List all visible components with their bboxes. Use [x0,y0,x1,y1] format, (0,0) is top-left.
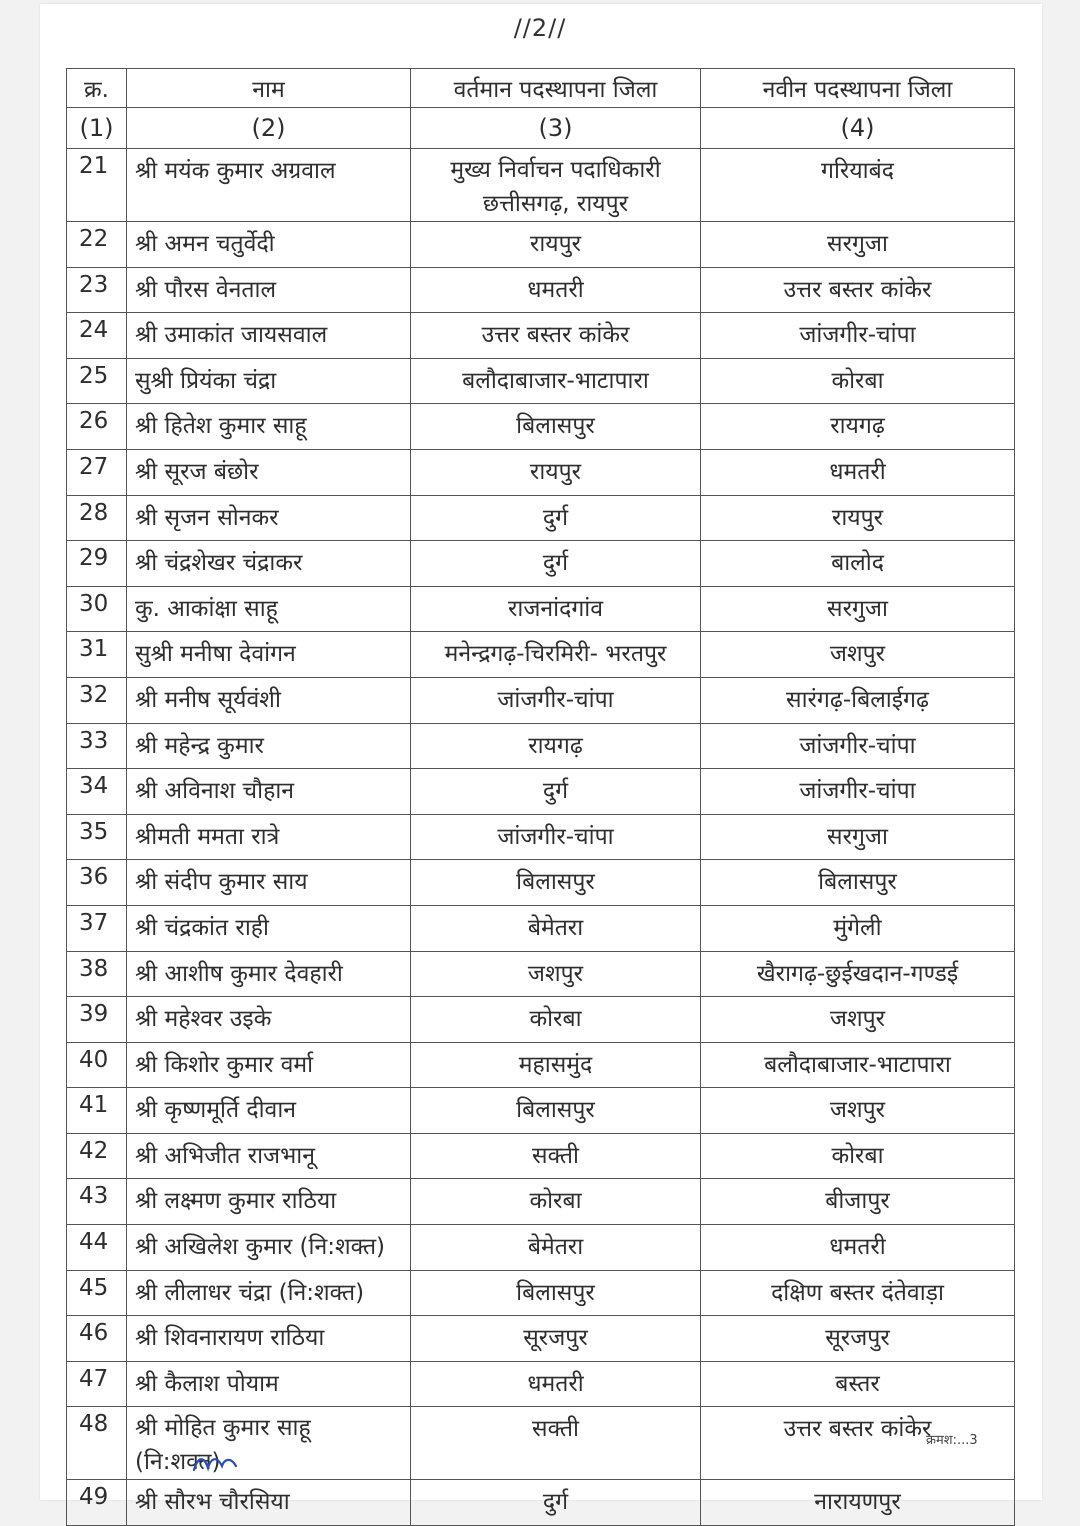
current-district: बिलासपुर [411,404,701,450]
serial-number: 35 [67,814,127,860]
new-district: जशपुर [701,1088,1015,1134]
serial-number: 28 [67,495,127,541]
current-district: सक्ती [411,1133,701,1179]
officer-name: श्रीमती ममता रात्रे [127,814,411,860]
officer-name: श्री महेन्द्र कुमार [127,723,411,769]
column-index: (2) [127,108,411,149]
column-index: (3) [411,108,701,149]
new-district: सरगुजा [701,586,1015,632]
table-row [67,1270,1015,1316]
officer-name: श्री मोहित कुमार साहू (नि:शक्त) [127,1407,411,1480]
new-district: उत्तर बस्तर कांकेर [701,1407,1015,1480]
officer-name: श्री कैलाश पोयाम [127,1361,411,1407]
officer-name: श्री उमाकांत जायसवाल [127,313,411,359]
column-index: (4) [701,108,1015,149]
current-district: बेमेतरा [411,1225,701,1271]
current-district: मनेन्द्रगढ़-चिरमिरी- भरतपुर [411,632,701,678]
officer-name: श्री सौरभ चौरसिया [127,1480,411,1526]
serial-number: 26 [67,404,127,450]
new-district: जशपुर [701,997,1015,1043]
new-district: जांजगीर-चांपा [701,723,1015,769]
serial-number: 21 [67,149,127,222]
table-row [67,1133,1015,1179]
new-district: सूरजपुर [701,1316,1015,1362]
officer-name: श्री चंद्रशेखर चंद्राकर [127,541,411,587]
serial-number: 27 [67,449,127,495]
serial-number: 24 [67,313,127,359]
current-district: रायपुर [411,222,701,268]
header-row [67,69,1015,108]
table-row [67,404,1015,450]
table-row [67,1480,1015,1526]
officer-name: श्री लीलाधर चंद्रा (नि:शक्त) [127,1270,411,1316]
officer-name: श्री हितेश कुमार साहू [127,404,411,450]
column-index-row [67,108,1015,149]
current-district: जशपुर [411,951,701,997]
officer-name: श्री अखिलेश कुमार (नि:शक्त) [127,1225,411,1271]
column-index: (1) [67,108,127,149]
header-new-district: नवीन पदस्थापना जिला [701,69,1015,108]
new-district: बलौदाबाजार-भाटापारा [701,1042,1015,1088]
transfer-table [66,68,1015,1526]
serial-number: 40 [67,1042,127,1088]
header-name: नाम [127,69,411,108]
serial-number: 45 [67,1270,127,1316]
current-district: बेमेतरा [411,905,701,951]
new-district: बस्तर [701,1361,1015,1407]
current-district: दुर्ग [411,1480,701,1526]
officer-name: सुश्री प्रियंका चंद्रा [127,358,411,404]
new-district: सारंगढ़-बिलाईगढ़ [701,677,1015,723]
current-district: बिलासपुर [411,860,701,906]
new-district: सरगुजा [701,222,1015,268]
serial-number: 32 [67,677,127,723]
table-row [67,267,1015,313]
new-district: गरियाबंद [701,149,1015,222]
serial-number: 37 [67,905,127,951]
current-district: कोरबा [411,1179,701,1225]
table-row [67,358,1015,404]
current-district: मुख्य निर्वाचन पदाधिकारी छत्तीसगढ़, रायपुर [411,149,701,222]
serial-number: 39 [67,997,127,1043]
current-district: महासमुंद [411,1042,701,1088]
serial-number: 43 [67,1179,127,1225]
table-row [67,723,1015,769]
new-district: खैरागढ़-छुईखदान-गण्डई [701,951,1015,997]
new-district: धमतरी [701,1225,1015,1271]
current-district: बलौदाबाजार-भाटापारा [411,358,701,404]
new-district: नारायणपुर [701,1480,1015,1526]
serial-number: 33 [67,723,127,769]
current-district: रायगढ़ [411,723,701,769]
table-row [67,951,1015,997]
table-row [67,1225,1015,1271]
table-row [67,814,1015,860]
table-row [67,997,1015,1043]
table-row [67,541,1015,587]
new-district: रायगढ़ [701,404,1015,450]
table-row [67,905,1015,951]
table-row [67,1179,1015,1225]
new-district: जांजगीर-चांपा [701,769,1015,815]
current-district: दुर्ग [411,541,701,587]
table-row [67,1316,1015,1362]
serial-number: 48 [67,1407,127,1480]
officer-name: श्री अभिजीत राजभानू [127,1133,411,1179]
serial-number: 44 [67,1225,127,1271]
current-district: धमतरी [411,1361,701,1407]
serial-number: 42 [67,1133,127,1179]
new-district: बालोद [701,541,1015,587]
officer-name: श्री कृष्णमूर्ति दीवान [127,1088,411,1134]
officer-name: श्री लक्ष्मण कुमार राठिया [127,1179,411,1225]
table-row [67,1042,1015,1088]
table-row [67,222,1015,268]
table-row [67,495,1015,541]
current-district: कोरबा [411,997,701,1043]
serial-number: 25 [67,358,127,404]
table-row [67,1361,1015,1407]
current-district: धमतरी [411,267,701,313]
table-body [67,149,1015,1526]
serial-number: 22 [67,222,127,268]
officer-name: सुश्री मनीषा देवांगन [127,632,411,678]
current-district: सक्ती [411,1407,701,1480]
current-district: बिलासपुर [411,1270,701,1316]
new-district: सरगुजा [701,814,1015,860]
serial-number: 41 [67,1088,127,1134]
new-district: दक्षिण बस्तर दंतेवाड़ा [701,1270,1015,1316]
serial-number: 23 [67,267,127,313]
officer-name: श्री सूरज बंछोर [127,449,411,495]
serial-number: 30 [67,586,127,632]
new-district: जांजगीर-चांपा [701,313,1015,359]
officer-name: श्री किशोर कुमार वर्मा [127,1042,411,1088]
continued-note: क्रमश:...3 [926,1433,978,1448]
officer-name: कु. आकांक्षा साहू [127,586,411,632]
new-district: कोरबा [701,358,1015,404]
current-district: उत्तर बस्तर कांकेर [411,313,701,359]
officer-name: श्री महेश्वर उइके [127,997,411,1043]
officer-name: श्री सृजन सोनकर [127,495,411,541]
new-district: कोरबा [701,1133,1015,1179]
officer-name: श्री शिवनारायण राठिया [127,1316,411,1362]
table-row [67,632,1015,678]
new-district: उत्तर बस्तर कांकेर [701,267,1015,313]
serial-number: 31 [67,632,127,678]
new-district: जशपुर [701,632,1015,678]
officer-name: श्री मनीष सूर्यवंशी [127,677,411,723]
new-district: धमतरी [701,449,1015,495]
officer-name: श्री संदीप कुमार साय [127,860,411,906]
officer-name: श्री पौरस वेनताल [127,267,411,313]
initials-signature [190,1448,250,1478]
page-number: //2// [513,14,567,42]
table-row [67,769,1015,815]
new-district: बीजापुर [701,1179,1015,1225]
header-sno: क्र. [67,69,127,108]
current-district: राजनांदगांव [411,586,701,632]
serial-number: 38 [67,951,127,997]
current-district: दुर्ग [411,769,701,815]
current-district: दुर्ग [411,495,701,541]
officer-name: श्री अविनाश चौहान [127,769,411,815]
officer-name: श्री चंद्रकांत राही [127,905,411,951]
serial-number: 47 [67,1361,127,1407]
table-row [67,313,1015,359]
current-district: जांजगीर-चांपा [411,814,701,860]
serial-number: 29 [67,541,127,587]
officer-name: श्री आशीष कुमार देवहारी [127,951,411,997]
table-row [67,149,1015,222]
officer-name: श्री मयंक कुमार अग्रवाल [127,149,411,222]
new-district: बिलासपुर [701,860,1015,906]
serial-number: 49 [67,1480,127,1526]
new-district: मुंगेली [701,905,1015,951]
table-row [67,677,1015,723]
current-district: रायपुर [411,449,701,495]
table-row [67,1088,1015,1134]
serial-number: 36 [67,860,127,906]
current-district: जांजगीर-चांपा [411,677,701,723]
current-district: बिलासपुर [411,1088,701,1134]
table-row [67,586,1015,632]
header-current-district: वर्तमान पदस्थापना जिला [411,69,701,108]
officer-name: श्री अमन चतुर्वेदी [127,222,411,268]
current-district: सूरजपुर [411,1316,701,1362]
table-row [67,449,1015,495]
table-row [67,860,1015,906]
new-district: रायपुर [701,495,1015,541]
serial-number: 34 [67,769,127,815]
serial-number: 46 [67,1316,127,1362]
